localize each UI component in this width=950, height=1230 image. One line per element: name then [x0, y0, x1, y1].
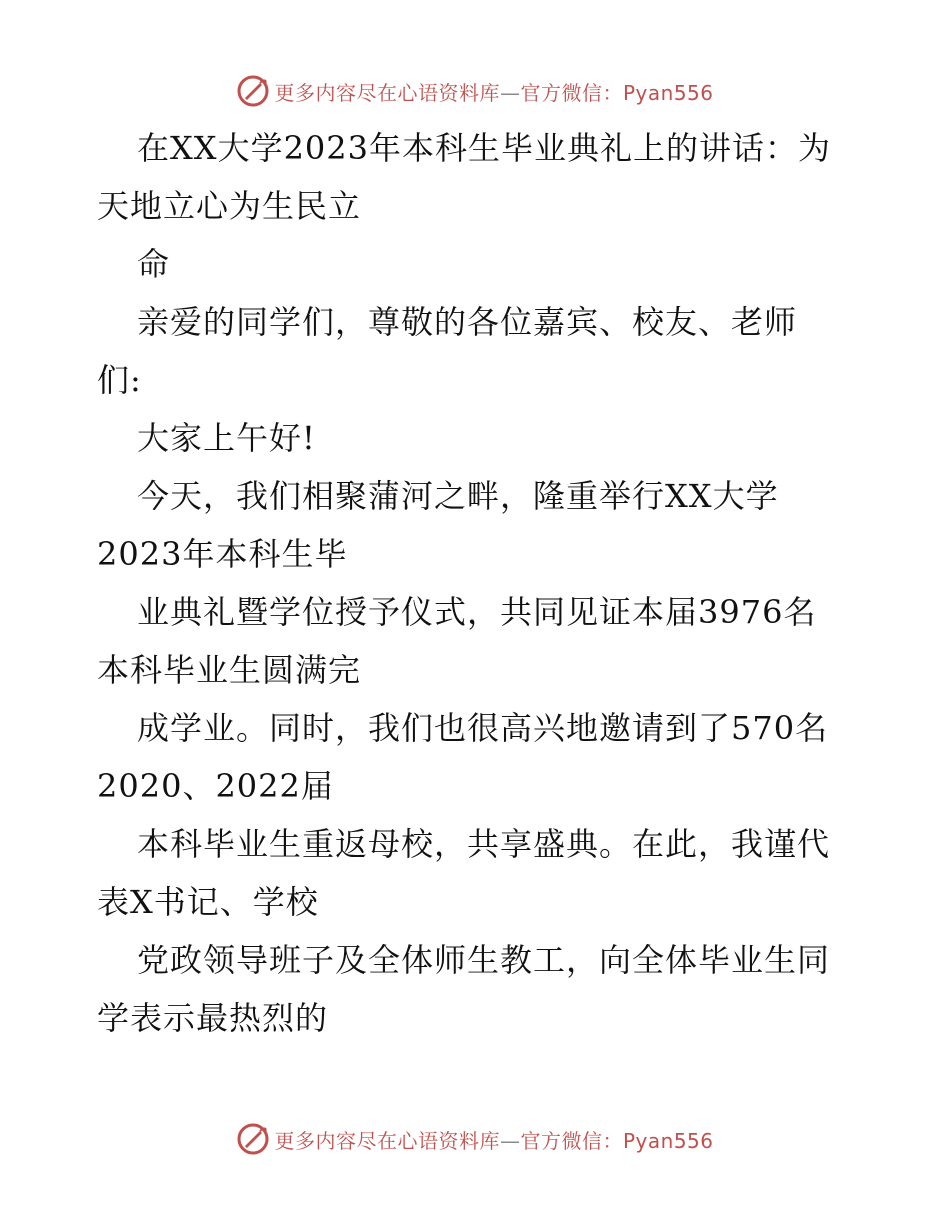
title-line-3: 命 [137, 245, 171, 283]
paragraph-line: 2023年本科生毕 [97, 535, 348, 573]
paragraph-line: 本科毕业生重返母校，共享盛典。在此，我谨代 [137, 825, 831, 863]
paragraph-line: 党政领导班子及全体师生教工，向全体毕业生同 [137, 941, 831, 979]
paragraph-line: 本科毕业生圆满完 [97, 651, 362, 689]
paragraph-line: 今天，我们相聚蒲河之畔，隆重举行XX大学 [137, 477, 779, 515]
paragraph-line: 2020、2022届 [97, 767, 334, 805]
quill-logo-icon [236, 74, 270, 108]
paragraph-line: 表X书记、学校 [97, 883, 319, 921]
quill-logo-icon [236, 1122, 270, 1156]
footer-watermark [0, 1119, 950, 1159]
paragraph-line: 学表示最热烈的 [97, 999, 329, 1037]
salutation-line-1: 亲爱的同学们，尊敬的各位嘉宾、校友、老师 [137, 303, 798, 341]
header-watermark [0, 71, 950, 111]
greeting-line: 大家上午好! [137, 419, 316, 457]
watermark-text: 更多内容尽在心语资料库—官方微信：Pyan556 [274, 1128, 714, 1153]
paragraph-line: 业典礼暨学位授予仪式，共同见证本届3976名 [137, 593, 817, 631]
title-line-2: 天地立心为生民立 [97, 187, 362, 225]
paragraph-line: 成学业。同时，我们也很高兴地邀请到了570名 [137, 709, 829, 747]
salutation-line-2: 们: [97, 361, 142, 399]
title-line-1: 在XX大学2023年本科生毕业典礼上的讲话：为 [137, 129, 832, 167]
watermark-text: 更多内容尽在心语资料库—官方微信：Pyan556 [274, 80, 714, 105]
